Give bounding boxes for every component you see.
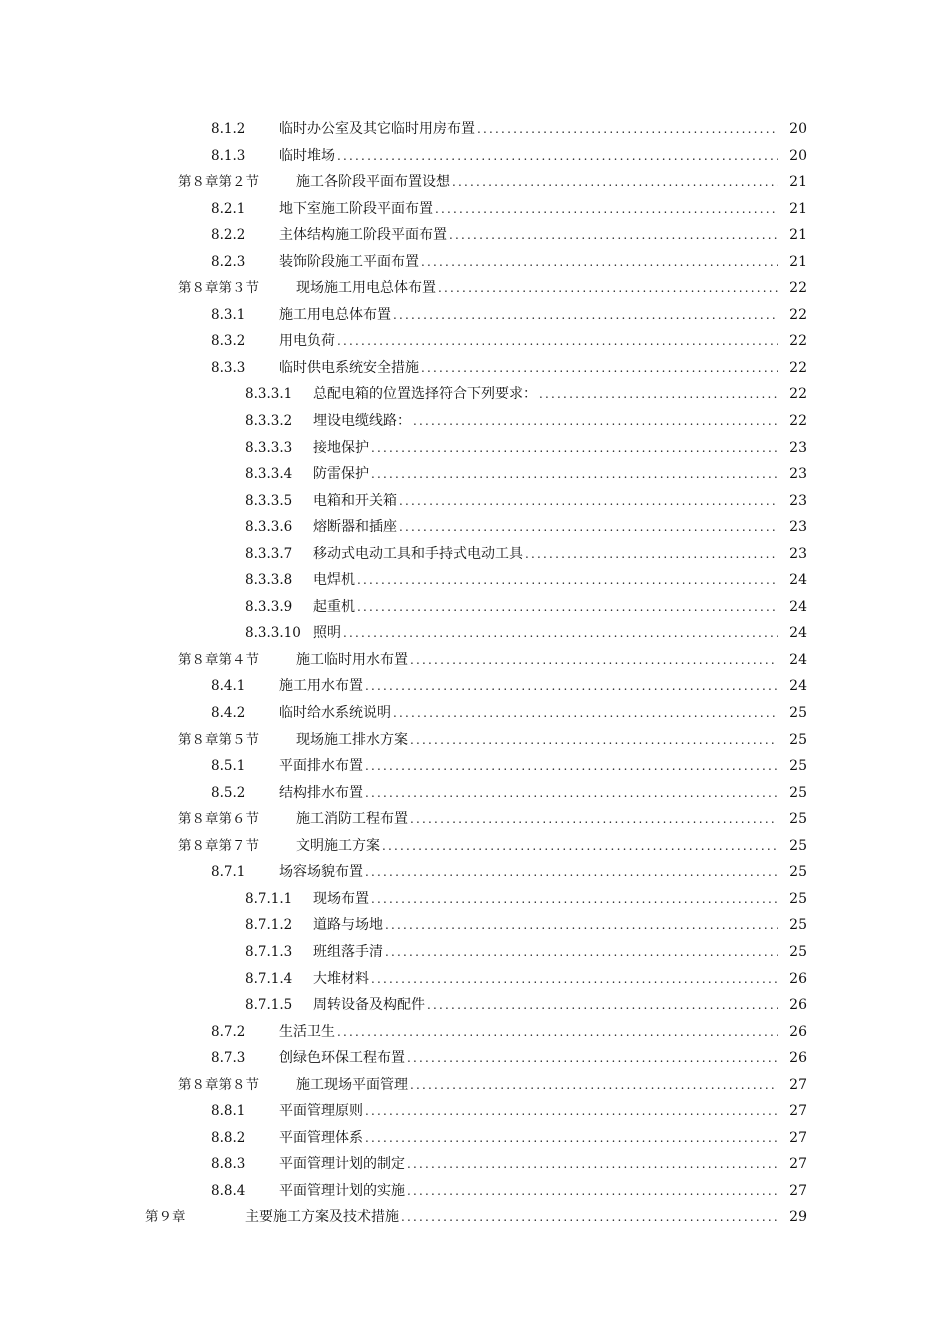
toc-entry-page-number: 22	[789, 413, 807, 430]
toc-entry-title: 防雷保护	[313, 466, 369, 483]
toc-entry-page-number: 22	[789, 359, 807, 376]
toc-entry-number: 8.3.3.1	[245, 386, 293, 403]
toc-entry-number: 8.4.1	[211, 678, 246, 695]
toc-entry-title: 平面管理计划的实施	[279, 1182, 405, 1199]
dot-leader	[410, 806, 778, 833]
toc-entry[interactable]	[0, 1072, 950, 1099]
toc-entry[interactable]	[0, 620, 950, 647]
toc-entry-page-number: 24	[789, 572, 807, 589]
toc-entry-number: 8.3.3.7	[245, 545, 293, 562]
toc-entry[interactable]	[0, 647, 950, 674]
dot-leader	[365, 1125, 778, 1152]
dot-leader	[477, 116, 778, 143]
toc-entry-title: 熔断器和插座	[313, 519, 397, 536]
toc-entry-page-number: 25	[789, 811, 807, 828]
dot-leader	[427, 992, 778, 1019]
toc-entry-text	[178, 169, 778, 196]
toc-entry-page-number: 25	[789, 864, 807, 881]
dot-leader	[407, 1151, 778, 1178]
toc-entry-number: 8.3.3.4	[245, 466, 293, 483]
toc-entry-number: 第８章第４节	[178, 651, 259, 668]
toc-entry-text	[245, 567, 778, 594]
toc-entry-title: 用电负荷	[279, 333, 335, 350]
toc-entry-text	[211, 355, 778, 382]
toc-entry-page-number: 25	[789, 917, 807, 934]
toc-entry[interactable]	[0, 727, 950, 754]
toc-entry-title: 临时堆场	[279, 147, 335, 164]
toc-entry-page-number: 22	[789, 386, 807, 403]
dot-leader	[410, 1072, 778, 1099]
toc-entry-page-number: 23	[789, 492, 807, 509]
toc-entry-number: 第８章第２节	[178, 174, 259, 191]
toc-entry-title: 周转设备及构配件	[313, 997, 425, 1014]
toc-entry-page-number: 25	[789, 890, 807, 907]
toc-entry-page-number: 27	[789, 1103, 807, 1120]
toc-entry-text	[245, 408, 778, 435]
toc-entry-text	[178, 647, 778, 674]
toc-entry-title: 现场布置	[313, 890, 369, 907]
toc-entry-text	[211, 1045, 778, 1072]
toc-entry-text	[211, 673, 778, 700]
toc-entry-number: 8.4.2	[211, 705, 246, 722]
toc-entry-number: 8.7.1.3	[245, 943, 293, 960]
toc-entry-text	[211, 143, 778, 170]
toc-entry-text	[211, 700, 778, 727]
toc-entry-text	[245, 620, 778, 647]
toc-entry-title: 临时给水系统说明	[279, 705, 391, 722]
toc-entry-title: 生活卫生	[279, 1023, 335, 1040]
toc-entry-page-number: 25	[789, 758, 807, 775]
toc-entry-page-number: 25	[789, 731, 807, 748]
dot-leader	[393, 700, 778, 727]
toc-entry-number: 8.7.1.2	[245, 917, 293, 934]
toc-entry-number: 8.3.3.3	[245, 439, 293, 456]
toc-entry[interactable]	[0, 833, 950, 860]
toc-entry-text	[211, 222, 778, 249]
toc-entry[interactable]	[0, 1204, 950, 1231]
toc-entry[interactable]	[0, 939, 950, 966]
toc-entry-page-number: 21	[789, 227, 807, 244]
dot-leader	[410, 727, 778, 754]
toc-entry[interactable]	[0, 116, 950, 143]
toc-entry-title: 平面管理体系	[279, 1129, 363, 1146]
toc-entry-text	[211, 196, 778, 223]
toc-entry-number: 8.5.1	[211, 758, 246, 775]
toc-entry-text	[178, 806, 778, 833]
toc-entry-title: 电焊机	[313, 572, 355, 589]
toc-entry-text	[178, 727, 778, 754]
toc-entry-text	[245, 514, 778, 541]
dot-leader	[413, 408, 778, 435]
toc-entry-title: 平面管理计划的制定	[279, 1156, 405, 1173]
toc-entry-page-number: 27	[789, 1156, 807, 1173]
toc-entry-title: 施工现场平面管理	[296, 1076, 408, 1093]
toc-entry-text	[245, 594, 778, 621]
dot-leader	[438, 275, 778, 302]
toc-entry-number: 8.1.2	[211, 121, 246, 137]
dot-leader	[525, 541, 778, 568]
toc-entry[interactable]	[0, 992, 950, 1019]
toc-entry[interactable]	[0, 302, 950, 329]
toc-entry-number: 8.7.1.5	[245, 997, 293, 1014]
toc-entry-page-number: 26	[789, 1050, 807, 1067]
toc-entry-text	[145, 1204, 778, 1231]
table-of-contents	[0, 116, 950, 1231]
toc-entry-text	[211, 249, 778, 276]
toc-entry[interactable]	[0, 886, 950, 913]
toc-entry-number: 8.3.3.9	[245, 598, 293, 615]
toc-entry-number: 8.3.2	[211, 333, 246, 350]
toc-entry[interactable]	[0, 1125, 950, 1152]
dot-leader	[343, 620, 778, 647]
dot-leader	[365, 753, 778, 780]
toc-entry-text	[211, 1151, 778, 1178]
dot-leader	[337, 1019, 778, 1046]
toc-entry-title: 平面管理原则	[279, 1103, 363, 1120]
toc-entry-number: 第８章第５节	[178, 731, 259, 748]
toc-entry-text	[211, 1098, 778, 1125]
toc-entry-page-number: 24	[789, 651, 807, 668]
dot-leader	[371, 966, 778, 993]
toc-entry-title: 班组落手清	[313, 943, 383, 960]
toc-entry-page-number: 25	[789, 784, 807, 801]
toc-entry[interactable]	[0, 488, 950, 515]
toc-entry-number: 8.3.3.10	[245, 625, 301, 642]
toc-entry-text	[211, 859, 778, 886]
toc-entry-number: 8.3.3.2	[245, 413, 293, 430]
toc-entry-title: 主体结构施工阶段平面布置	[279, 227, 447, 244]
toc-entry-number: 8.8.4	[211, 1182, 246, 1199]
toc-entry-page-number: 22	[789, 280, 807, 297]
dot-leader	[371, 435, 778, 462]
toc-entry[interactable]	[0, 1019, 950, 1046]
toc-entry[interactable]	[0, 461, 950, 488]
toc-entry-text	[211, 328, 778, 355]
toc-entry[interactable]	[0, 753, 950, 780]
toc-entry-title: 起重机	[313, 598, 355, 615]
toc-entry-page-number: 23	[789, 519, 807, 536]
toc-entry-title: 临时办公室及其它临时用房布置	[279, 121, 475, 137]
toc-entry-page-number: 27	[789, 1076, 807, 1093]
toc-entry[interactable]	[0, 222, 950, 249]
toc-entry-title: 场容场貌布置	[279, 864, 363, 881]
toc-entry-title: 现场施工用电总体布置	[296, 280, 436, 297]
dot-leader	[449, 222, 778, 249]
toc-entry[interactable]	[0, 355, 950, 382]
toc-entry-title: 结构排水布置	[279, 784, 363, 801]
dot-leader	[371, 886, 778, 913]
toc-entry-title: 施工用水布置	[279, 678, 363, 695]
toc-entry-text	[211, 302, 778, 329]
dot-leader	[399, 514, 778, 541]
toc-entry[interactable]	[0, 673, 950, 700]
dot-leader	[357, 594, 778, 621]
toc-entry-title: 大堆材料	[313, 970, 369, 987]
toc-entry-number: 8.2.1	[211, 200, 246, 217]
toc-entry-page-number: 23	[789, 439, 807, 456]
toc-entry-title: 创绿色环保工程布置	[279, 1050, 405, 1067]
dot-leader	[385, 939, 778, 966]
toc-entry[interactable]	[0, 169, 950, 196]
dot-leader	[382, 833, 778, 860]
toc-entry[interactable]	[0, 514, 950, 541]
toc-entry-title: 平面排水布置	[279, 758, 363, 775]
toc-entry[interactable]	[0, 408, 950, 435]
toc-entry-text	[211, 780, 778, 807]
toc-entry[interactable]	[0, 196, 950, 223]
toc-entry-page-number: 21	[789, 174, 807, 191]
toc-entry-title: 主要施工方案及技术措施	[245, 1209, 399, 1226]
toc-entry[interactable]	[0, 966, 950, 993]
toc-entry-number: 8.3.3.8	[245, 572, 293, 589]
toc-entry-text	[245, 541, 778, 568]
dot-leader	[337, 143, 778, 170]
dot-leader	[539, 381, 778, 408]
toc-entry-title: 现场施工排水方案	[296, 731, 408, 748]
toc-entry[interactable]	[0, 435, 950, 462]
toc-entry-title: 道路与场地	[313, 917, 383, 934]
toc-entry[interactable]	[0, 1151, 950, 1178]
dot-leader	[365, 859, 778, 886]
toc-entry[interactable]	[0, 859, 950, 886]
dot-leader	[365, 1098, 778, 1125]
dot-leader	[410, 647, 778, 674]
toc-entry-text	[245, 381, 778, 408]
toc-entry-number: 8.2.2	[211, 227, 246, 244]
toc-entry[interactable]	[0, 1098, 950, 1125]
toc-entry-title: 移动式电动工具和手持式电动工具	[313, 545, 523, 562]
dot-leader	[435, 196, 778, 223]
toc-entry-number: 8.3.1	[211, 306, 246, 323]
toc-entry-text	[245, 435, 778, 462]
toc-entry-number: 8.8.2	[211, 1129, 246, 1146]
toc-entry-title: 施工各阶段平面布置设想	[296, 174, 450, 191]
toc-entry[interactable]	[0, 567, 950, 594]
toc-entry-text	[211, 753, 778, 780]
toc-entry-text	[245, 461, 778, 488]
toc-entry-number: 8.3.3	[211, 359, 246, 376]
toc-entry-number: 8.7.2	[211, 1023, 246, 1040]
toc-entry[interactable]	[0, 780, 950, 807]
toc-entry-number: 8.7.1.4	[245, 970, 293, 987]
toc-entry-text	[245, 886, 778, 913]
toc-entry-number: 8.7.1.1	[245, 890, 293, 907]
toc-entry-title: 地下室施工阶段平面布置	[279, 200, 433, 217]
dot-leader	[337, 328, 778, 355]
dot-leader	[365, 673, 778, 700]
toc-entry-text	[211, 1125, 778, 1152]
toc-entry-number: 第８章第６节	[178, 811, 259, 828]
dot-leader	[452, 169, 778, 196]
toc-entry-page-number: 26	[789, 1023, 807, 1040]
toc-entry[interactable]	[0, 328, 950, 355]
toc-entry-number: 8.2.3	[211, 253, 246, 270]
toc-entry-page-number: 25	[789, 943, 807, 960]
toc-entry-number: 8.1.3	[211, 147, 246, 164]
dot-leader	[365, 780, 778, 807]
toc-entry-page-number: 20	[789, 147, 807, 164]
dot-leader	[371, 461, 778, 488]
toc-entry-number: 第８章第７节	[178, 837, 259, 854]
toc-entry-page-number: 24	[789, 625, 807, 642]
toc-entry-text	[245, 488, 778, 515]
toc-entry-title: 接地保护	[313, 439, 369, 456]
toc-entry[interactable]	[0, 541, 950, 568]
toc-entry[interactable]	[0, 143, 950, 170]
toc-entry-text	[245, 992, 778, 1019]
toc-entry-page-number: 21	[789, 200, 807, 217]
dot-leader	[407, 1045, 778, 1072]
toc-entry-number: 第９章	[145, 1209, 186, 1226]
toc-entry-title: 电箱和开关箱	[313, 492, 397, 509]
toc-entry-title: 埋设电缆线路：	[313, 413, 411, 430]
toc-entry-title: 照明	[313, 625, 341, 642]
toc-entry-number: 8.8.3	[211, 1156, 246, 1173]
toc-entry-page-number: 25	[789, 705, 807, 722]
toc-entry-title: 临时供电系统安全措施	[279, 359, 419, 376]
dot-leader	[407, 1178, 778, 1205]
toc-entry-page-number: 27	[789, 1182, 807, 1199]
toc-entry-page-number: 26	[789, 970, 807, 987]
toc-entry[interactable]	[0, 1045, 950, 1072]
toc-entry-title: 施工用电总体布置	[279, 306, 391, 323]
toc-entry-page-number: 27	[789, 1129, 807, 1146]
toc-entry-number: 8.7.1	[211, 864, 246, 881]
toc-entry-text	[245, 939, 778, 966]
toc-entry-text	[245, 912, 778, 939]
dot-leader	[399, 488, 778, 515]
toc-entry-page-number: 20	[789, 121, 807, 137]
toc-entry-page-number: 24	[789, 598, 807, 615]
toc-entry-text	[178, 1072, 778, 1099]
toc-entry[interactable]	[0, 912, 950, 939]
toc-entry[interactable]	[0, 381, 950, 408]
toc-entry-page-number: 29	[789, 1209, 807, 1226]
toc-entry[interactable]	[0, 806, 950, 833]
toc-entry-number: 8.3.3.6	[245, 519, 293, 536]
toc-entry-page-number: 21	[789, 253, 807, 270]
toc-entry-page-number: 23	[789, 466, 807, 483]
toc-entry-text	[211, 1178, 778, 1205]
toc-entry-title: 施工消防工程布置	[296, 811, 408, 828]
toc-entry[interactable]	[0, 594, 950, 621]
toc-entry-page-number: 22	[789, 306, 807, 323]
toc-entry-number: 8.3.3.5	[245, 492, 293, 509]
toc-entry[interactable]	[0, 275, 950, 302]
toc-entry-number: 8.5.2	[211, 784, 246, 801]
toc-entry-title: 施工临时用水布置	[296, 651, 408, 668]
toc-entry-number: 第８章第８节	[178, 1076, 259, 1093]
dot-leader	[401, 1204, 778, 1231]
dot-leader	[385, 912, 778, 939]
toc-entry-title: 文明施工方案	[296, 837, 380, 854]
toc-entry-page-number: 26	[789, 997, 807, 1014]
dot-leader	[421, 355, 778, 382]
toc-entry-title: 总配电箱的位置选择符合下列要求：	[313, 386, 537, 403]
toc-entry-text	[211, 116, 778, 143]
toc-entry-page-number: 24	[789, 678, 807, 695]
toc-entry-text	[211, 1019, 778, 1046]
toc-entry-text	[178, 275, 778, 302]
toc-entry-page-number: 25	[789, 837, 807, 854]
toc-entry-text	[245, 966, 778, 993]
dot-leader	[357, 567, 778, 594]
toc-entry[interactable]	[0, 249, 950, 276]
toc-entry-number: 8.7.3	[211, 1050, 246, 1067]
toc-entry[interactable]	[0, 700, 950, 727]
dot-leader	[421, 249, 778, 276]
toc-entry-page-number: 22	[789, 333, 807, 350]
toc-entry-title: 装饰阶段施工平面布置	[279, 253, 419, 270]
toc-entry-page-number: 23	[789, 545, 807, 562]
toc-entry[interactable]	[0, 1178, 950, 1205]
toc-entry-text	[178, 833, 778, 860]
toc-entry-number: 8.8.1	[211, 1103, 246, 1120]
dot-leader	[393, 302, 778, 329]
toc-entry-number: 第８章第３节	[178, 280, 259, 297]
